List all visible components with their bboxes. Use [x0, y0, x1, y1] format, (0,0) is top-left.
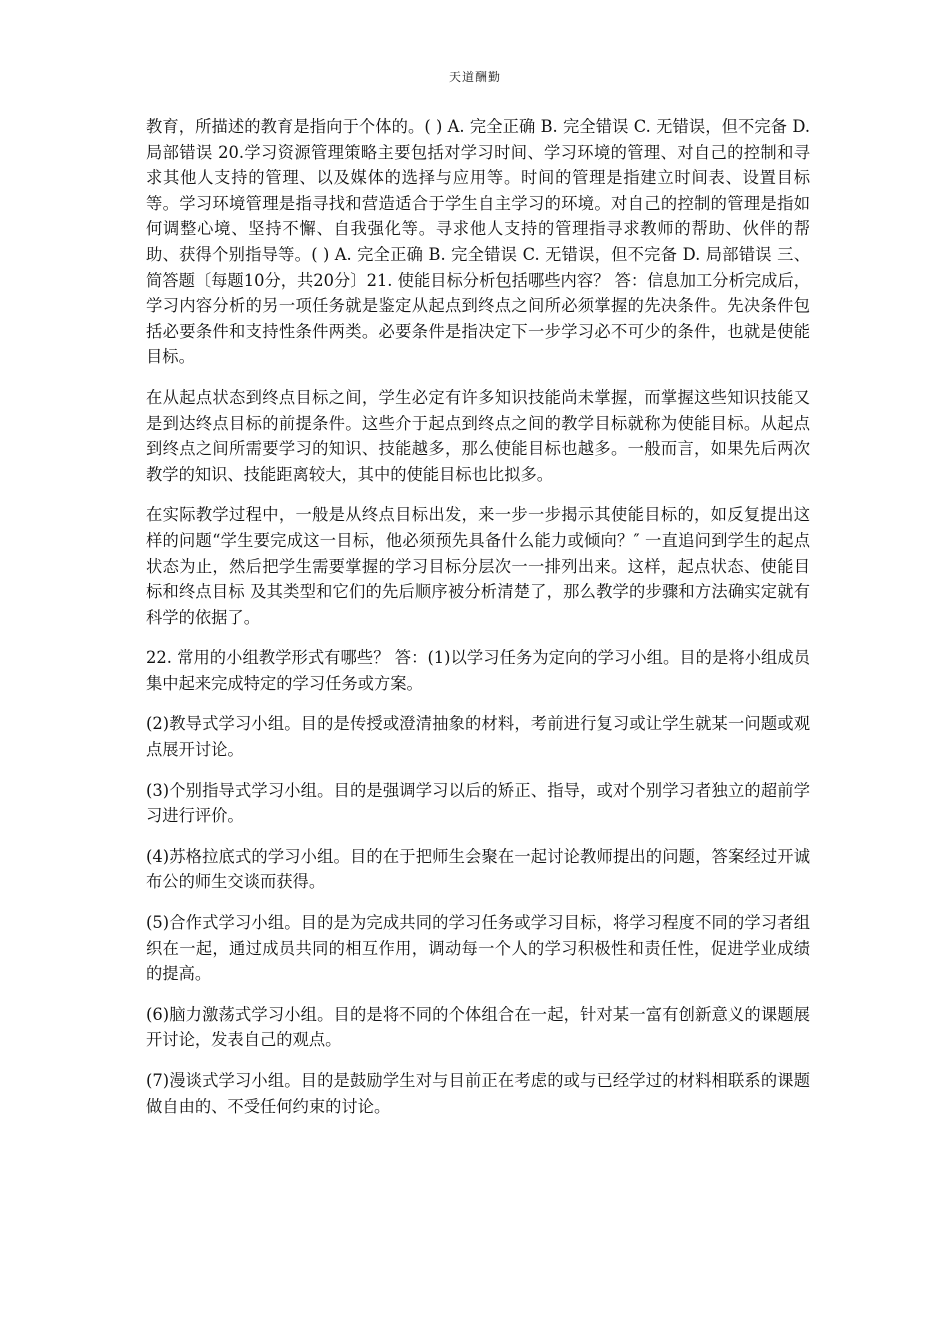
- paragraph-true-false-questions: 教育，所描述的教育是指向于个体的。( ) A. 完全正确 B. 完全错误 C. 无错误，但不完备 D. 局部错误 20.学习资源管理策略主要包括对学习时间、学习环境的管理、对自己的控制和寻求其他人支持的管理、以及媒体的选择与应用等。时间的管理是指建立时间表、设置目标等。学习环境管理是指寻找和营造适合于学生自主学习的环境。对自己的控制的管理是指如何调整心境、坚持不懈、自我强化等。寻求他人支持的管理指寻求教师的帮助、伙伴的帮助、获得个别指导等。( ) A. 完全正确 B. 完全错误 C. 无错误，但不完备 D. 局部错误 三、简答题〔每题10分，共20分〕21. 使能目标分析包括哪些内容？ 答：信息加工分析完成后，学习内容分析的另一项任务就是鉴定从起点到终点之间所必须掌握的先决条件。先决条件包括必要条件和支持性条件两类。必要条件是指决定下一步学习必不可少的条件，也就是使能目标。: [146, 117, 810, 367]
- paragraph-group-forms-1: 22. 常用的小组教学形式有哪些？ 答：(1)以学习任务为定向的学习小组。目的是将小组成员集中起来完成特定的学习任务或方案。: [146, 648, 810, 693]
- paragraph-group-forms-5: (5)合作式学习小组。目的是为完成共同的学习任务或学习目标，将学习程度不同的学习者组织在一起，通过成员共同的相互作用，调动每一个人的学习积极性和责任性，促进学业成绩的提高。: [146, 913, 810, 984]
- paragraph-group-forms-2: (2)教导式学习小组。目的是传授或澄清抽象的材料，考前进行复习或让学生就某一问题或观点展开讨论。: [146, 714, 810, 760]
- page-header: 天道酬勤: [448, 70, 501, 84]
- document-body: [146, 114, 810, 1134]
- paragraph-enabling-objectives: 在从起点状态到终点目标之间，学生必定有许多知识技能尚未掌握，而掌握这些知识技能又是到达终点目标的前提条件。这些介于起点到终点之间的教学目标就称为使能目标。从起点到终点之间所需要学习的知识、技能越多，那么使能目标也越多。一般而言，如果先后两次教学的知识、技能距离较大，其中的使能目标也比拟多。: [146, 387, 810, 484]
- paragraph-group-forms-4: (4)苏格拉底式的学习小组。目的在于把师生会聚在一起讨论教师提出的问题，答案经过开诚布公的师生交谈而获得。: [146, 846, 810, 892]
- paragraph-teaching-process: 在实际教学过程中，一般是从终点目标出发，来一步一步揭示其使能目标的，如反复提出这样的问题“学生要完成这一目标，他必须预先具备什么能力或倾向？″ 一直追问到学生的起点状态为止，然后把学生需要掌握的学习目标分层次一一排列出来。这样，起点状态、使能目标和终点目标 及其类型和它们的先后顺序被分析清楚了，那么教学的步骤和方法确实定就有科学的依据了。: [146, 505, 810, 627]
- paragraph-group-forms-6: (6)脑力激荡式学习小组。目的是将不同的个体组合在一起，针对某一富有创新意义的课题展开讨论，发表自己的观点。: [146, 1004, 810, 1050]
- paragraph-group-forms-3: (3)个别指导式学习小组。目的是强调学习以后的矫正、指导，或对个别学习者独立的超前学习进行评价。: [146, 780, 810, 826]
- paragraph-group-forms-7: (7)漫谈式学习小组。目的是鼓励学生对与目前正在考虑的或与已经学过的材料相联系的课题做自由的、不受任何约束的讨论。: [146, 1071, 810, 1116]
